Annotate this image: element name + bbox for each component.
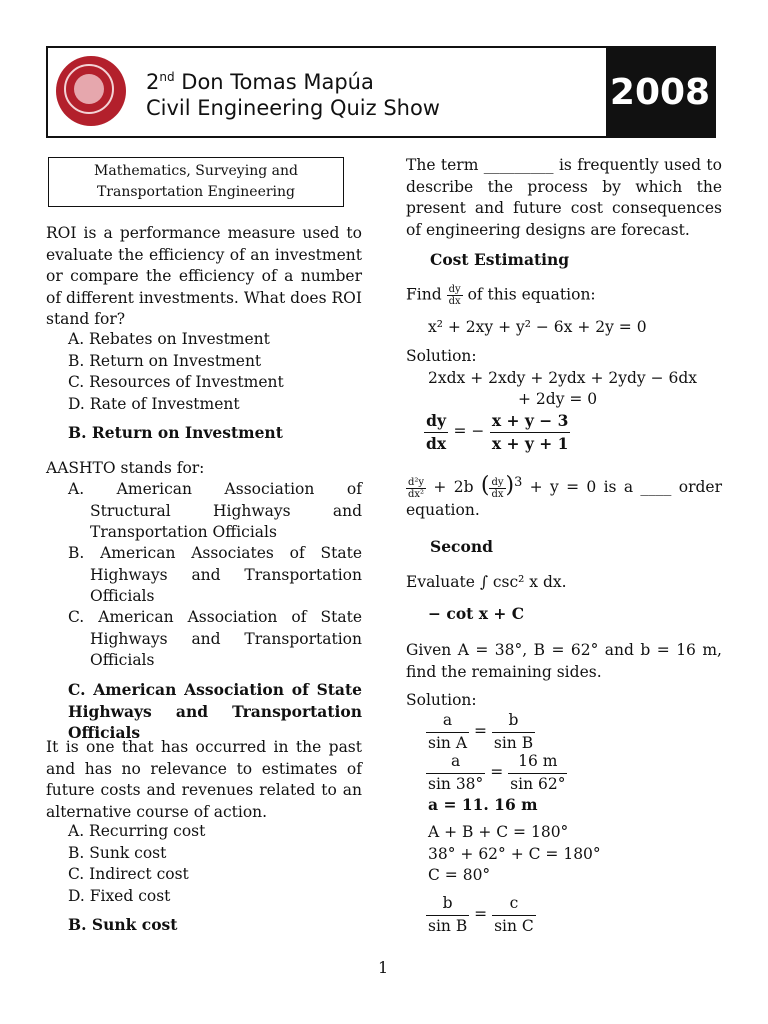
option-d: D. Rate of Investment: [68, 394, 240, 413]
options-roi: [68, 329, 362, 415]
question-derivative: Find $\frac{dy}{dx}$ of this equation:: [406, 284, 596, 307]
option-d: D. Fixed cost: [68, 886, 171, 905]
header-banner: [46, 46, 716, 138]
option-b: B. Return on Investment: [68, 351, 262, 370]
option-b: B. American Associates of State Highways and Transportation Officials: [68, 544, 362, 605]
year-badge: 2008: [606, 48, 714, 136]
solution-label: Solution:: [406, 347, 477, 365]
question-roi: ROI is a performance measure used to evaluate the efficiency of an investment or compare the efficiency of a number of different investments. What does ROI stand for?: [46, 224, 362, 328]
answer-integral: − cot x + C: [428, 604, 525, 623]
question-triangle: Given A = 38°, B = 62° and b = 16 m, find the remaining sides.: [406, 641, 722, 681]
header-title: 2nd Don Tomas Mapúa Civil Engineering Quiz Show: [146, 70, 440, 120]
option-c: C. Indirect cost: [68, 865, 189, 883]
side-a-result: a = 11. 16 m: [428, 795, 538, 814]
solution-line-1: 2xdx + 2xdy + 2ydx + 2ydy − 6dx: [428, 369, 698, 387]
option-b: B. Sunk cost: [68, 843, 167, 862]
answer-differential-order: Second: [430, 537, 493, 556]
law-of-sines-1: $\frac{a}{\text{sin A}}$ = $\frac{b}{\text{sin B}}$: [428, 711, 534, 752]
answer-cost-estimating: Cost Estimating: [430, 250, 570, 269]
options-sunk-cost: [68, 821, 362, 907]
derivative-answer: $\frac{dy}{dx}$ = − $\frac{x + y - 3}{x + y + 1}$: [426, 411, 569, 453]
law-of-sines-2: $\frac{a}{\sin 38^\circ}$ = $\frac{16 m}{\sin 62^\circ}$: [428, 752, 566, 793]
angle-sum: A + B + C = 180° 38° + 62° + C = 180° C = 80°: [428, 823, 601, 884]
solution-line-2: + 2dy = 0: [518, 390, 598, 408]
answer-aashto: C. American Association of State Highways and Transportation Officials: [68, 680, 362, 742]
option-c: C. American Association of State Highways and Transportation Officials: [68, 608, 362, 669]
university-seal-logo: [56, 56, 126, 126]
question-aashto: AASHTO stands for:: [46, 459, 205, 477]
solution-label: Solution:: [406, 691, 477, 709]
option-a: A. American Association of Structural Highways and Transportation Officials: [68, 480, 362, 541]
question-cost-estimating: The term _________ is frequently used to describe the process by which the present and future cost consequences of engineering designs are forecast.: [406, 156, 722, 239]
question-differential-order: $\frac{\text{d²y}}{\text{dx²}}$ + 2b ( $\frac{dy}{dx}$ )$^3$ + y = 0 is a ____ order equation.: [406, 473, 722, 519]
answer-roi: B. Return on Investment: [68, 423, 283, 442]
option-a: A. Rebates on Investment: [68, 330, 270, 348]
page-number: 1: [378, 958, 389, 977]
option-a: A. Recurring cost: [68, 822, 206, 840]
question-integral: Evaluate ∫ csc² x dx.: [406, 573, 567, 591]
law-of-sines-3: $\frac{b}{\text{sin B}}$ = $\frac{c}{\text{sin C}}$: [428, 894, 534, 935]
category-box: Mathematics, Surveying and Transportation Engineering: [48, 157, 344, 207]
question-sunk-cost: It is one that has occurred in the past and has no relevance to estimates of future costs and revenues related to an alternative course of action.: [46, 738, 362, 821]
option-c: C. Resources of Investment: [68, 373, 284, 391]
equation: x² + 2xy + y² − 6x + 2y = 0: [428, 318, 647, 336]
answer-sunk-cost: B. Sunk cost: [68, 915, 178, 934]
header-subtitle: Civil Engineering Quiz Show: [146, 96, 440, 120]
